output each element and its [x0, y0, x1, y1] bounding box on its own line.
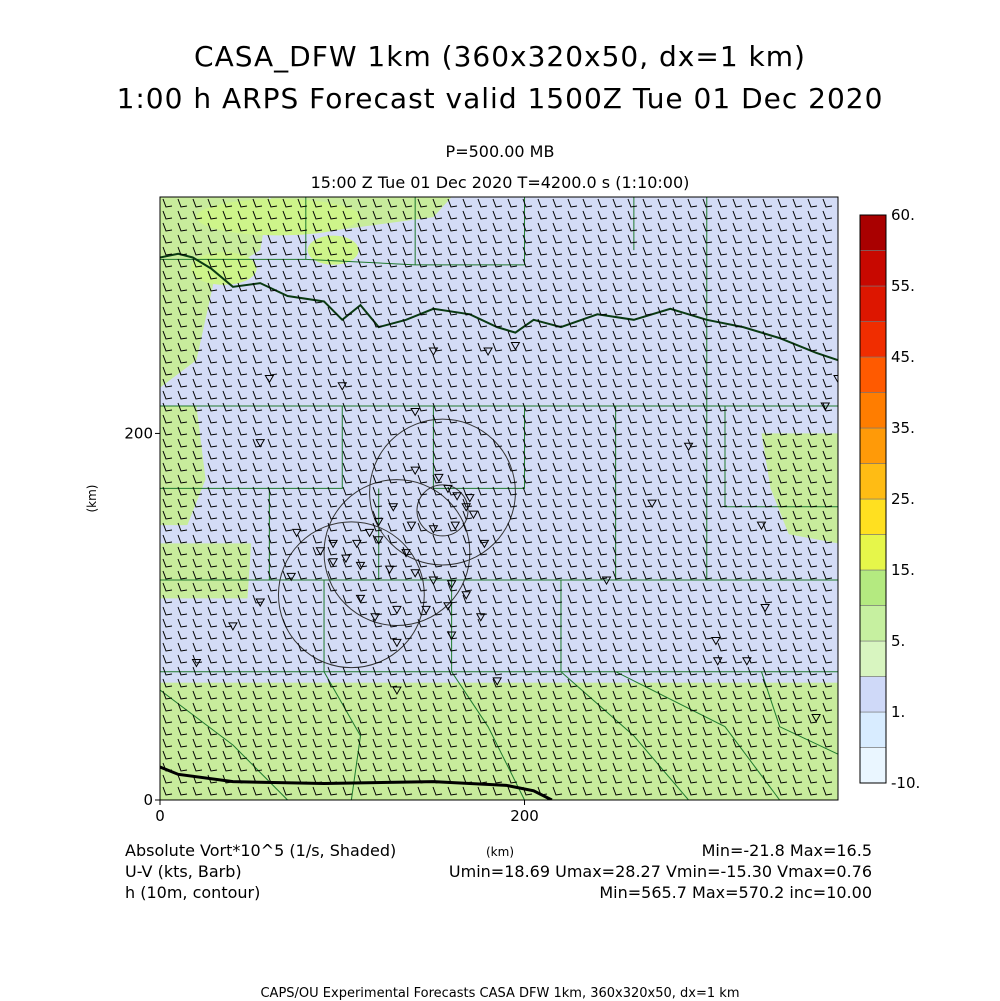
chart-title-line2: 1:00 h ARPS Forecast valid 1500Z Tue 01 Dec 2020 [116, 82, 884, 115]
colorbar-label-6: 15. [891, 561, 915, 579]
colorbar-label-7: 5. [891, 632, 906, 650]
colorbar-swatch-1 [860, 748, 886, 784]
colorbar-swatch-12 [860, 357, 886, 393]
field-green-patch-5 [160, 543, 251, 598]
y-axis-label: (km) [85, 484, 99, 513]
colorbar-label-9: -10. [891, 774, 921, 792]
colorbar-swatch-16 [860, 215, 886, 251]
y-tick-label-0: 0 [143, 791, 153, 809]
colorbar-swatch-3 [860, 677, 886, 713]
colorbar-swatch-9 [860, 464, 886, 500]
height-stats: Min=565.7 Max=570.2 inc=10.00 [599, 883, 872, 902]
colorbar-swatch-15 [860, 251, 886, 287]
colorbar-label-3: 45. [891, 348, 915, 366]
colorbar-label-2: 55. [891, 277, 915, 295]
colorbar [860, 206, 920, 792]
footer-credit: CAPS/OU Experimental Forecasts CASA DFW 1km, 360x320x50, dx=1 km [260, 986, 740, 1001]
colorbar-swatch-6 [860, 570, 886, 606]
pressure-level: P=500.00 MB [445, 142, 555, 161]
x-tick-label-0: 0 [155, 807, 165, 825]
colorbar-swatch-5 [860, 606, 886, 642]
colorbar-swatch-14 [860, 286, 886, 322]
valid-time-info: 15:00 Z Tue 01 Dec 2020 T=4200.0 s (1:10:00) [310, 173, 690, 192]
colorbar-swatch-10 [860, 428, 886, 464]
wind-stats: Umin=18.69 Umax=28.27 Vmin=-15.30 Vmax=0.76 [448, 862, 872, 881]
colorbar-swatch-7 [860, 535, 886, 571]
legend-vorticity: Absolute Vort*10^5 (1/s, Shaded) [125, 841, 397, 860]
x-axis-unit-label: (km) [486, 845, 515, 859]
colorbar-label-4: 35. [891, 419, 915, 437]
x-tick-label-200: 200 [510, 807, 539, 825]
colorbar-swatch-13 [860, 322, 886, 358]
vorticity-stats: Min=-21.8 Max=16.5 [701, 841, 872, 860]
y-tick-label-200: 200 [124, 424, 153, 443]
colorbar-swatch-2 [860, 712, 886, 748]
colorbar-label-5: 25. [891, 490, 915, 508]
chart-title-line1: CASA_DFW 1km (360x320x50, dx=1 km) [194, 40, 806, 73]
colorbar-swatch-8 [860, 499, 886, 535]
colorbar-label-8: 1. [891, 703, 906, 721]
colorbar-swatch-4 [860, 641, 886, 677]
colorbar-label-1: 60. [891, 206, 915, 224]
colorbar-swatch-11 [860, 393, 886, 429]
legend-height: h (10m, contour) [125, 883, 261, 902]
legend-wind: U-V (kts, Barb) [125, 862, 242, 881]
